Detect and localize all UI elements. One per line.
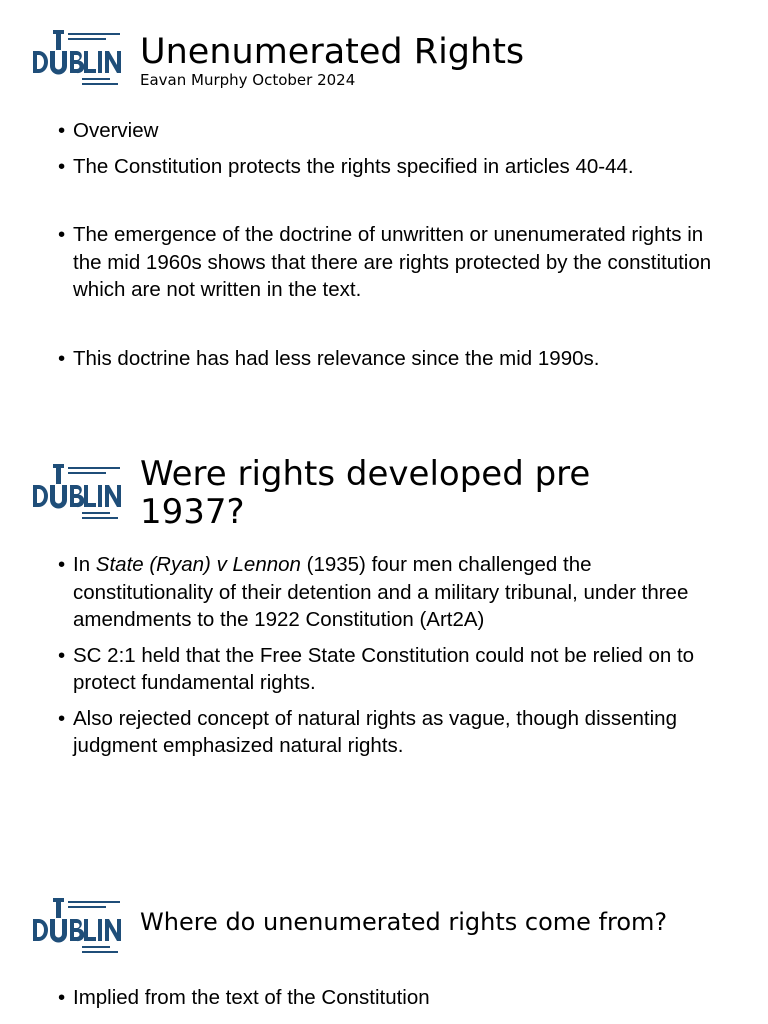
slide-3 xyxy=(0,880,768,1024)
bullet-list xyxy=(58,984,728,1012)
bullet-item: • This doctrine has had less relevance since the mid 1990s. xyxy=(58,345,728,373)
slide-title: Where do unenumerated rights come from? xyxy=(140,908,668,936)
slide-title: Were rights developed pre 1937? xyxy=(140,454,591,533)
slide-title: Unenumerated Rights xyxy=(140,32,525,72)
case-name: State (Ryan) v Lennon xyxy=(95,553,301,576)
bullet-item: • Implied from the text of the Constitution xyxy=(58,984,728,1012)
tu-dublin-logo xyxy=(30,462,122,528)
bullet-list xyxy=(58,551,728,760)
tu-dublin-logo xyxy=(30,896,122,962)
bullet-item: • In State (Ryan) v Lennon (1935) four men challenged the constitutionality of their detention and a military tribunal, under three amendments to the 1922 Constitution (Art2A) xyxy=(58,551,728,634)
bullet-item: • The Constitution protects the rights specified in articles 40-44. xyxy=(58,153,728,181)
slide-subtitle: Eavan Murphy October 2024 xyxy=(140,71,356,89)
bullet-item: • SC 2:1 held that the Free State Constitution could not be relied on to protect fundamental rights. xyxy=(58,642,728,697)
bullet-item: • The emergence of the doctrine of unwritten or unenumerated rights in the mid 1960s shows that there are rights protected by the constitution which are not written in the text. xyxy=(58,221,728,304)
bullet-item: • Overview xyxy=(58,117,728,145)
bullet-item: • Also rejected concept of natural rights as vague, though dissenting judgment emphasized natural rights. xyxy=(58,705,728,760)
